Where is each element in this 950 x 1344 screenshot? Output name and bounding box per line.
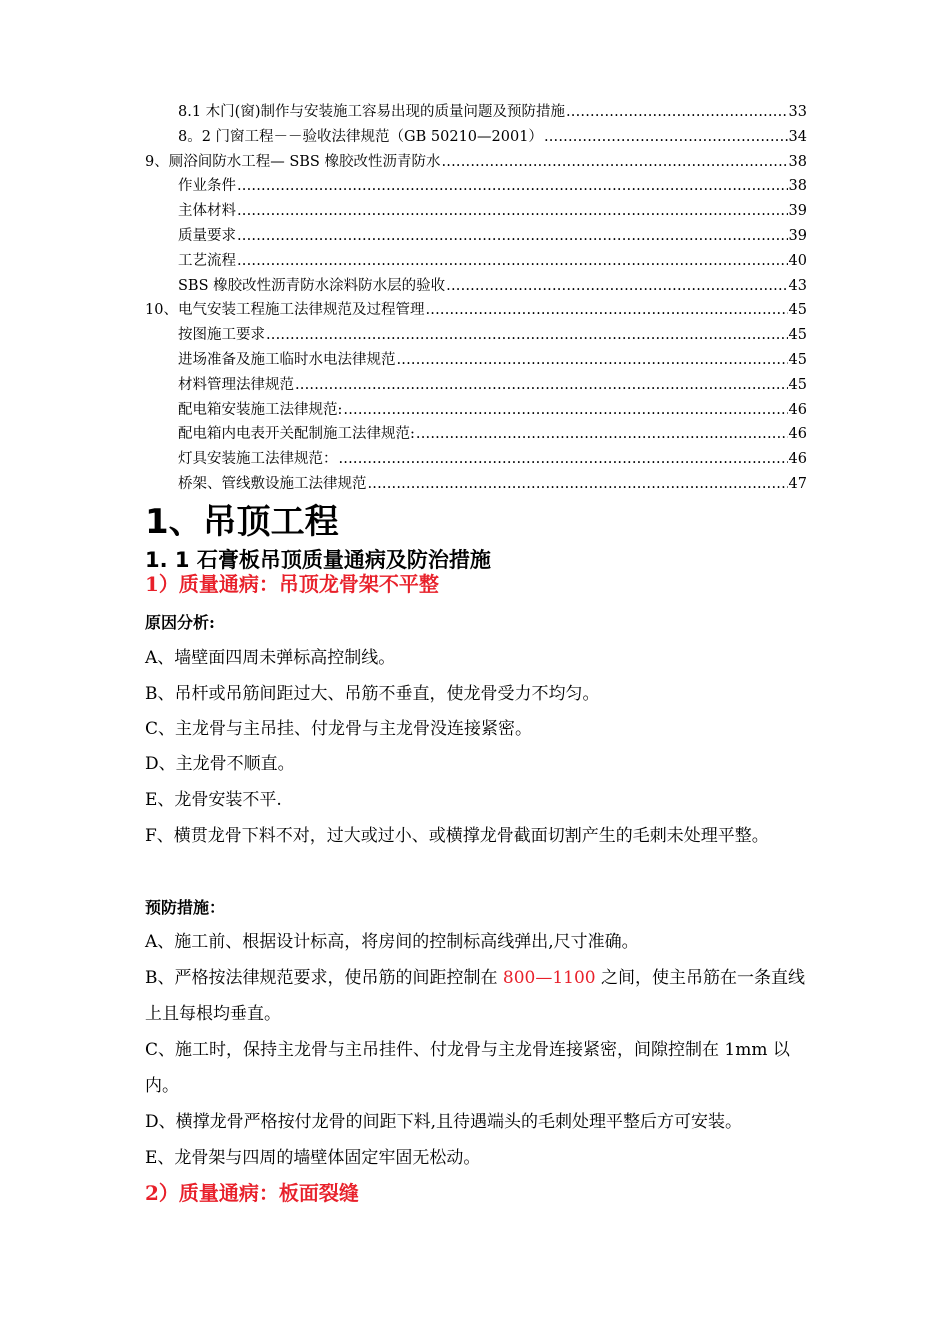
toc-entry-page-number: 39 xyxy=(788,227,807,244)
toc-dot-leader xyxy=(416,422,788,447)
toc-entry-label: 材料管理法律规范 xyxy=(178,376,294,393)
toc-dot-leader xyxy=(266,323,788,348)
toc-entry[interactable] xyxy=(145,348,807,373)
issue-2-heading: 2）质量通病：板面裂缝 xyxy=(145,1181,359,1205)
toc-dot-leader xyxy=(441,150,787,175)
toc-entry-label: 工艺流程 xyxy=(178,252,236,269)
toc-entry[interactable] xyxy=(145,100,807,125)
toc-dot-leader xyxy=(343,398,787,423)
cause-analysis-heading: 原因分析: xyxy=(145,613,215,632)
toc-entry-label: SBS 橡胶改性沥青防水涂料防水层的验收 xyxy=(178,277,446,294)
toc-entry[interactable] xyxy=(145,125,807,150)
prevention-b-text-end: 之间，使主吊筋在一条直线上且每根均垂直。 xyxy=(145,968,806,1024)
toc-entry-page-number: 38 xyxy=(788,178,807,195)
toc-entry-label: 10、电气安装工程施工法律规范及过程管理 xyxy=(145,302,425,319)
toc-entry[interactable] xyxy=(145,422,807,447)
toc-entry-page-number: 43 xyxy=(788,277,807,294)
spacing-value-highlight: 800—1100 xyxy=(502,968,596,988)
toc-entry[interactable] xyxy=(145,447,807,472)
toc-entry[interactable] xyxy=(145,298,807,323)
toc-entry-label: 8.1 木门(窗)制作与安装施工容易出现的质量问题及预防措施 xyxy=(178,104,565,120)
issue-1-heading: 1）质量通病：吊顶龙骨架不平整 xyxy=(145,572,439,596)
toc-entry-page-number: 45 xyxy=(788,302,807,319)
cause-item-d: D、主龙骨不顺直。 xyxy=(145,754,295,774)
chapter-heading: 1、吊顶工程 xyxy=(145,502,339,542)
toc-entry-page-number: 47 xyxy=(788,475,807,492)
toc-entry[interactable] xyxy=(145,274,807,299)
prevention-item-a: A、施工前、根据设计标高，将房间的控制标高线弹出,尺寸准确。 xyxy=(145,932,639,952)
toc-entry[interactable] xyxy=(145,472,807,497)
cause-item-c: C、主龙骨与主吊挂、付龙骨与主龙骨没连接紧密。 xyxy=(145,719,533,739)
toc-entry-label: 灯具安装施工法律规范： xyxy=(178,451,338,468)
toc-entry[interactable] xyxy=(145,373,807,398)
section-heading: 1. 1 石膏板吊顶质量通病及防治措施 xyxy=(145,548,491,572)
toc-entry-label: 主体材料 xyxy=(178,203,236,220)
cause-item-a: A、墙壁面四周未弹标高控制线。 xyxy=(145,648,396,668)
toc-entry-page-number: 45 xyxy=(788,376,807,393)
toc-entry-label: 桥架、管线敷设施工法律规范 xyxy=(178,475,367,492)
toc-entry-page-number: 40 xyxy=(788,252,807,269)
toc-entry-label: 9、厕浴间防水工程— SBS 橡胶改性沥青防水 xyxy=(145,153,441,170)
toc-entry-label: 配电箱内电表开关配制施工法律规范: xyxy=(178,426,415,443)
toc-entry-page-number: 46 xyxy=(788,426,807,443)
toc-dot-leader xyxy=(544,125,788,150)
cause-item-f: F、横贯龙骨下料不对，过大或过小、或横撑龙骨截面切割产生的毛刺未处理平整。 xyxy=(145,826,769,846)
toc-entry-page-number: 46 xyxy=(788,451,807,468)
toc-entry-label: 质量要求 xyxy=(178,227,236,244)
toc-entry-page-number: 45 xyxy=(788,351,807,368)
prevention-item-b xyxy=(145,960,809,1032)
toc-dot-leader xyxy=(237,199,788,224)
toc-dot-leader xyxy=(339,447,788,472)
toc-entry-page-number: 39 xyxy=(788,203,807,220)
prevention-item-c: C、施工时，保持主龙骨与主吊挂件、付龙骨与主龙骨连接紧密，间隙控制在 1mm 以内。 xyxy=(145,1040,790,1096)
table-of-contents xyxy=(145,100,807,497)
toc-dot-leader xyxy=(397,348,788,373)
toc-entry-page-number: 38 xyxy=(788,153,807,170)
toc-dot-leader xyxy=(368,472,788,497)
toc-dot-leader xyxy=(425,298,787,323)
toc-entry[interactable] xyxy=(145,323,807,348)
prevention-item-d: D、横撑龙骨严格按付龙骨的间距下料,且待遇端头的毛刺处理平整后方可安装。 xyxy=(145,1112,743,1132)
toc-dot-leader xyxy=(237,174,788,199)
toc-entry-label: 作业条件 xyxy=(178,178,236,195)
prevention-heading: 预防措施： xyxy=(145,898,226,917)
cause-item-e: E、龙骨安装不平. xyxy=(145,790,282,810)
toc-dot-leader xyxy=(446,274,787,299)
toc-entry[interactable] xyxy=(145,174,807,199)
toc-entry-page-number: 45 xyxy=(788,327,807,344)
toc-entry[interactable] xyxy=(145,224,807,249)
prevention-item-e: E、龙骨架与四周的墙壁体固定牢固无松动。 xyxy=(145,1148,481,1168)
toc-dot-leader xyxy=(295,373,788,398)
toc-entry[interactable] xyxy=(145,249,807,274)
cause-item-b: B、吊杆或吊筋间距过大、吊筋不垂直，使龙骨受力不均匀。 xyxy=(145,684,600,704)
toc-entry-label: 按图施工要求 xyxy=(178,327,265,344)
prevention-b-text-start: B、严格按法律规范要求，使吊筋的间距控制在 xyxy=(145,968,503,988)
toc-entry-page-number: 33 xyxy=(788,104,807,120)
toc-dot-leader xyxy=(237,249,788,274)
toc-entry[interactable] xyxy=(145,150,807,175)
toc-entry-label: 8。2 门窗工程－－验收法律规范（GB 50210—2001） xyxy=(178,128,543,145)
toc-entry-page-number: 46 xyxy=(788,401,807,418)
toc-entry[interactable] xyxy=(145,199,807,224)
toc-entry-page-number: 34 xyxy=(788,128,807,145)
toc-entry-label: 配电箱安装施工法律规范: xyxy=(178,401,343,418)
toc-dot-leader xyxy=(566,100,788,125)
toc-entry-label: 进场准备及施工临时水电法律规范 xyxy=(178,351,396,368)
toc-dot-leader xyxy=(237,224,788,249)
toc-entry[interactable] xyxy=(145,398,807,423)
